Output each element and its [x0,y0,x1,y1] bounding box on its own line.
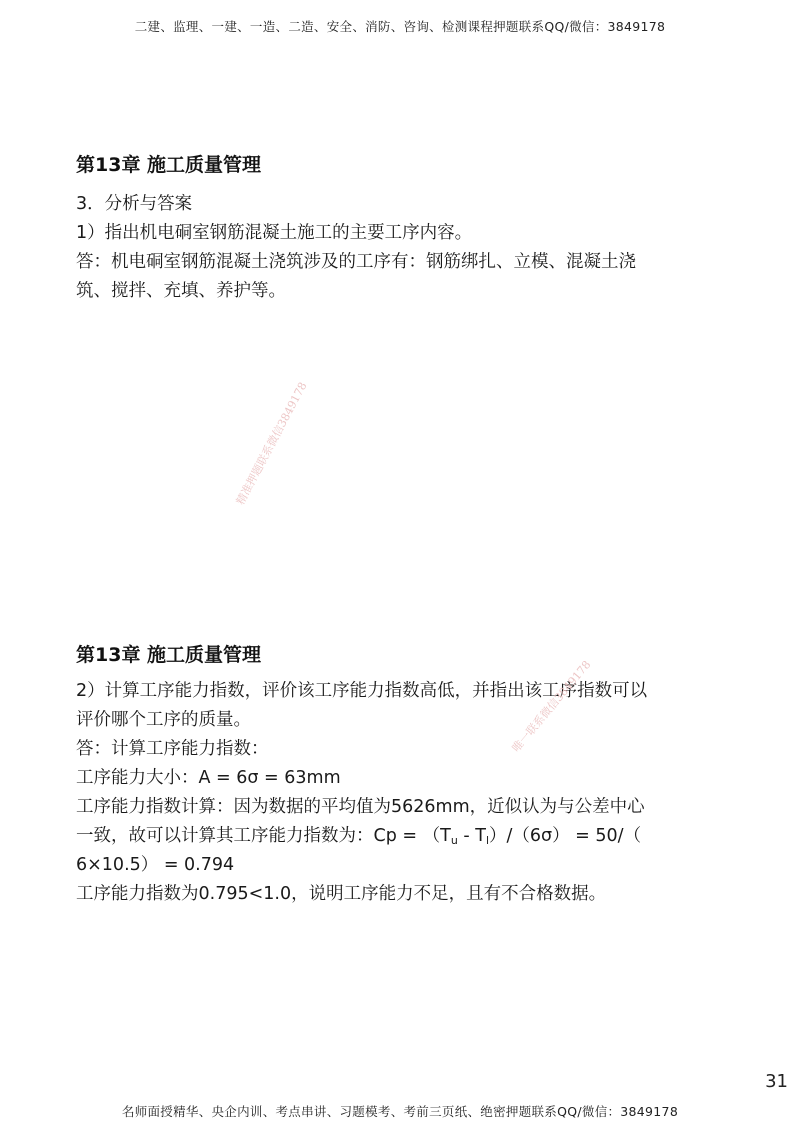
page-number: 31 [765,1071,788,1092]
process-capability-size: 工序能力大小：A = 6σ = 63mm [76,768,341,788]
answer-1-line-1: 答：机电硐室钢筋混凝土浇筑涉及的工序有：钢筋绑扎、立模、混凝土浇 [76,252,636,272]
calc-line-3: 6×10.5） = 0.794 [76,855,235,875]
watermark-1: 精准押题联系微信3849178 [233,379,310,508]
calc-line-2-prefix: 一致，故可以计算其工序能力指数为：Cp = （T [76,826,451,846]
page-footer: 名师面授精华、央企内训、考点串讲、习题模考、考前三页纸、绝密押题联系QQ/微信：3849178 [121,1104,679,1119]
analysis-heading: 3．分析与答案 [76,194,193,214]
answer-2-intro: 答：计算工序能力指数： [76,739,269,759]
section-1-body [76,190,736,306]
calc-line-2-suffix: ）/（6σ） = 50/（ [489,826,642,846]
question-2-line-2: 评价哪个工序的质量。 [76,710,251,730]
calc-line-2 [76,822,736,851]
conclusion: 工序能力指数为0.795<1.0，说明工序能力不足，且有不合格数据。 [76,884,607,904]
section-2-body [76,677,736,909]
subscript-u: u [450,834,458,847]
chapter-title-2: 第13章 施工质量管理 [76,644,262,666]
calc-line-1: 工序能力指数计算：因为数据的平均值为5626mm，近似认为与公差中心 [76,797,645,817]
answer-1-line-2: 筑、搅拌、充填、养护等。 [76,281,286,301]
question-1: 1）指出机电硐室钢筋混凝土施工的主要工序内容。 [76,223,473,243]
page-header: 二建、监理、一建、一造、二造、安全、消防、咨询、检测课程押题联系QQ/微信：3849178 [134,19,666,34]
question-2-line-1: 2）计算工序能力指数，评价该工序能力指数高低，并指出该工序指数可以 [76,681,648,701]
chapter-title-1: 第13章 施工质量管理 [76,154,262,176]
calc-line-2-mid: - T [457,826,486,846]
watermark-2: 唯一联系微信3849178 [509,658,594,755]
subscript-l: l [485,834,489,847]
